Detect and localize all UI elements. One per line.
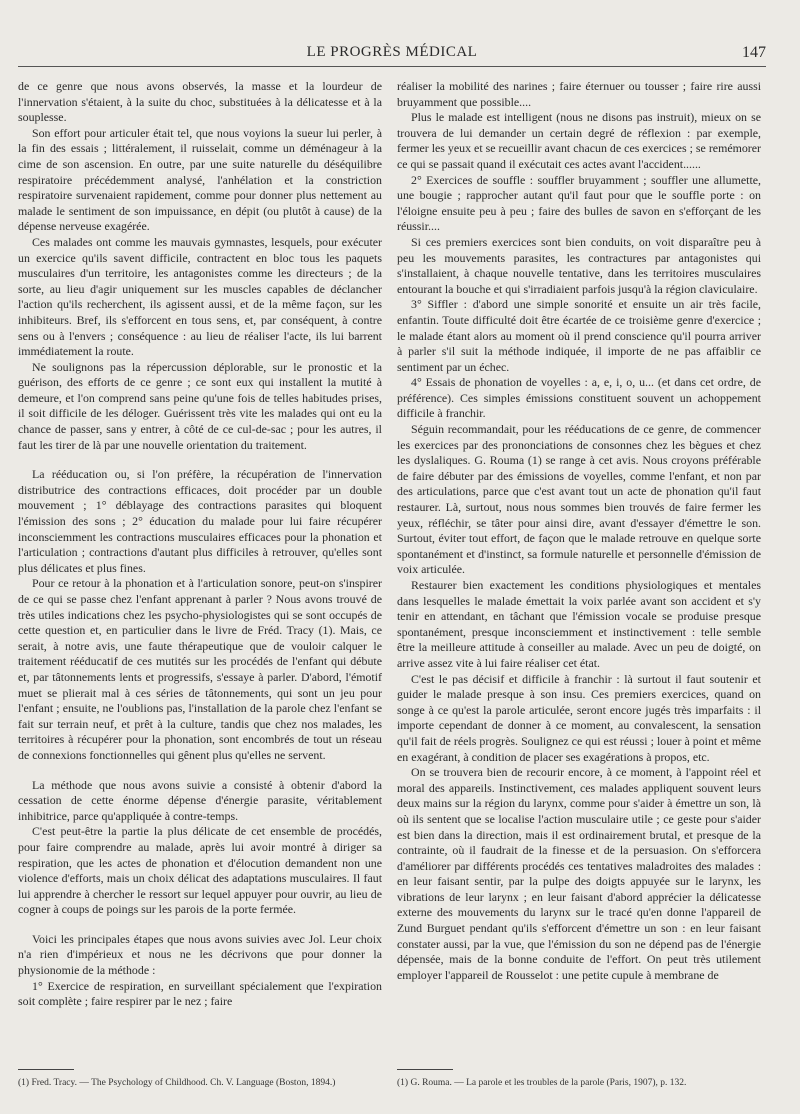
left-column xyxy=(18,79,382,1010)
journal-title: LE PROGRÈS MÉDICAL xyxy=(306,44,478,60)
page-header xyxy=(18,44,766,64)
paragraph: Si ces premiers exercices sont bien conduits, on voit disparaître peu à peu les mouvements parasites, les contractures par antagonistes qui s'installaient, à chaque nouvelle tentative, dans les territoires musculaires entourant la bouche et qui s'irradiaient parfois jusqu'à la région claviculaire. xyxy=(397,234,761,296)
paragraph: Son effort pour articuler était tel, que nous voyions la sueur lui perler, à la fin des essais ; littéralement, il ruisselait, comme un déménageur à la cime de son ascension. En outre, par une suite naturelle du déséquilibre respiratoire précédemment analysé, l'anhélation et la constriction respiratoire survenaient rapidement, comme pour donner plus nettement au malade le sentiment de son impuissance, en dépit (ou plutôt à cause) de la dépense nerveuse exagérée. xyxy=(18,125,382,234)
footnote-right: (1) G. Rouma. — La parole et les troubles de la parole (Paris, 1907), p. 132. xyxy=(397,1078,687,1088)
paragraph: réaliser la mobilité des narines ; faire éternuer ou tousser ; faire rire aussi bruyamment que possible.... xyxy=(397,79,761,109)
paragraph: 4° Essais de phonation de voyelles : a, e, i, o, u... (et dans cet ordre, de préférence). Ces simples émissions constituent souvent un achoppement difficile à franchir. xyxy=(397,375,761,421)
paragraph: On se trouvera bien de recourir encore, à ce moment, à l'appoint réel et moral des appareils. Instinctivement, ces malades appliquent souvent leurs deux mains sur la région du larynx, comme pour s'aider à émettre un son, là où ils sentent que se localise l'action musculaire utile ; ce geste pour s'aider est bien dans la direction, mais il est ordinairement brutal, et presque de la contrainte, où il faudrait de la finesse et de la persuasion. On s'efforcera d'améliorer par différents procédés ces tentatives maladroites des malades : en leur faisant sentir, par la pulpe des doigts appuyée sur le larynx, les vibrations de leur larynx ; en leur faisant d'abord apprécier la délicatesse externe des mouvements du larynx sur le tracé qu'en donne l'appareil de Zund Burguet pendant qu'ils s'efforcent d'émettre un son : en leur faisant constater aussi, par la vue, que l'émission du son ne dépend pas de l'énergie dépensée, mais de la bonne conduite de l'effort. On peut très utilement employer l'appareil de Rousselot : une petite cupule à membrane de xyxy=(397,765,761,982)
right-column xyxy=(397,79,761,983)
footnote-left: (1) Fred. Tracy. — The Psychology of Childhood. Ch. V. Language (Boston, 1894.) xyxy=(18,1078,336,1088)
paragraph: La méthode que nous avons suivie a consisté à obtenir d'abord la cessation de cette énorme dépense d'énergie parasite, véritablement inhibitrice, parce qu'appliquée à contre-temps. xyxy=(18,777,382,823)
paragraph: Plus le malade est intelligent (nous ne disons pas instruit), mieux on se trouvera de lui demander un certain degré de réflexion : par exemple, fermer les yeux et se recueillir avant chacun de ces exercices ; se remémorer ce qui se passait quand il exécutait ces actes avant l'accident...... xyxy=(397,110,761,171)
page-number: 147 xyxy=(742,44,766,61)
paragraph: C'est le pas décisif et difficile à franchir : là surtout il faut soutenir et guider le malade presque à son insu. Ces premiers exercices, quand on songe à ce qu'est la parole articulée, seront encore jugés très imparfaits : il importe cependant de donner à ce moment, au convalescent, la sensation qu'il fait de réels progrès. Soulignez ce qui est réussi ; louer à point et même en exagérant, à condition de placer ses exagérations à propos, etc. xyxy=(397,671,761,764)
paragraph: 3° Siffler : d'abord une simple sonorité et ensuite un air très facile, enfantin. Toute difficulté doit être écartée de ce troisième genre d'exercice ; le malade étant alors au moment où il prend conscience qu'il pourra arriver à parler s'il suit la méthode indiquée, il importe de ne pas affaiblir ce sentiment par un échec. xyxy=(397,297,761,374)
paragraph: Restaurer bien exactement les conditions physiologiques et mentales dans lesquelles le malade émettait la voix parlée avant son accident et s'y tenir en attendant, en tâchant que l'émission vocale se produise presque spontanément, presque inconsciemment et instinctivement : telle semble être la meilleure attitude à conseiller au malade. Avec un peu de doigté, on arrive assez vite à lui faire réaliser cet état. xyxy=(397,578,761,670)
paragraph: 1° Exercice de respiration, en surveillant spécialement que l'expiration soit complète ; faire respirer par le nez ; faire xyxy=(18,978,382,1009)
paragraph: de ce genre que nous avons observés, la masse et la lourdeur de l'innervation s'étaient, à la suite du choc, substituées à la délicatesse et à la souplesse. xyxy=(18,79,382,125)
paragraph: Pour ce retour à la phonation et à l'articulation sonore, peut-on s'inspirer de ce qui se passe chez l'enfant apprenant à parler ? Nous avons trouvé de très utiles indications chez les psycho-physiologistes qui se sont occupés de cette question et, en particulier dans le livre de Fréd. Tracy (1). Mais, ce serait, à notre avis, une faute thérapeutique que de vouloir calquer le traitement rééducatif de ces mutités sur les procédés de l'enfant qui débute et, par tâtonnements lents et progressifs, s'essaye à parler. D'abord, l'émotif muet se plierait mal à ces séries de tâtonnements, qui sont un jeu pour l'enfant ; ensuite, ne l'oublions pas, l'installation de la parole chez l'enfant se fait sur terrain neuf, et prêt à la culture, tandis que chez nos malades, les territoires à récupérer pour la phonation, sont encombrés de tout un réseau de connexions fonctionnelles qui gênent plus qu'elles ne servent. xyxy=(18,576,382,762)
paragraph: Ne soulignons pas la répercussion déplorable, sur le pronostic et la guérison, des efforts de ce genre ; ce sont eux qui installent la mutité à demeure, et l'on comprend sans peine qu'une fois de telles habitudes prises, il soit difficile de les déloger. Guérissent très vite les malades qui ont eu la chance de passer, sans y entrer, à côté de ce cul-de-sac ; pour les autres, il faut les tirer de là par une nouvelle orientation du traitement. xyxy=(18,359,382,452)
paragraph: C'est peut-être la partie la plus délicate de cet ensemble de procédés, pour faire comprendre au malade, après lui avoir montré à diriger sa respiration, que les actes de phonation et d'élocution demandent non une violence d'efforts, mais un choix délicat des adaptations musculaires. Il faut lui apprendre à chercher le ressort sur lequel appuyer pour ouvrir, au lieu de cogner à coups de poings sur les parois de la porte fermée. xyxy=(18,824,382,917)
paragraph: La rééducation ou, si l'on préfère, la récupération de l'innervation distributrice des contractions efficaces, doit procéder par un double mouvement ; 1° déblayage des contractions parasites qui bloquent l'émission des sons ; 2° éducation du malade pour lui faire récupérer inconsciemment les contractions musculaires efficaces pour la phonation et l'articulation ; contractions d'autant plus difficiles à retrouver, qu'elles sont plus délicates et plus fines. xyxy=(18,467,382,575)
paragraph: 2° Exercices de souffle : souffler bruyamment ; souffler une allumette, une bougie ; rapprocher autant qu'il faut pour que le souffle porte : on l'éloigne ensuite peu à peu ; faire des bulles de savon en s'efforçant de les réussir.... xyxy=(397,172,761,234)
footnote-rule xyxy=(18,1069,74,1070)
paragraph: Séguin recommandait, pour les rééducations de ce genre, de commencer les exercices par des prononciations de consonnes chez les bègues et chez les dyslaliques. G. Rouma (1) se range à cet avis. Nous croyons préférable de faire débuter par des émissions de voyelles, comme l'enfant, et non par des articulations, parce que c'est avant tout un acte de phonation qu'il faut restaurer. Là, surtout, nous nous sommes bien trouvés de faire fermer les yeux, réfléchir, se tâter pour ainsi dire, avant d'essayer d'émettre le son. Surtout, éviter tout effort, de façon que le malade retrouve en quelque sorte spontanément et d'instinct, sa formule naturelle et personnelle d'émission de voix articulée. xyxy=(397,422,761,577)
footnote-rule xyxy=(397,1069,453,1070)
paragraph: Voici les principales étapes que nous avons suivies avec Jol. Leur choix n'a rien d'impérieux et nous ne les décrivons que pour donner la physionomie de la méthode : xyxy=(18,931,382,978)
paragraph: Ces malades ont comme les mauvais gymnastes, lesquels, pour exécuter un exercice qu'ils savent difficile, contractent en bloc tous les paquets musculaires d'un territoire, les antagonistes comme les directeurs ; de la sorte, au lieu d'agir uniquement sur les muscles capables de déclancher l'action qu'ils recherchent, ils agissent aussi, et de la même façon, sur les inhibiteurs. Bref, ils s'efforcent en tous sens, et, par conséquent, à contre sens ou à l'envers ; conséquence : au lieu de réaliser l'acte, ils lui barrent immédiatement la route. xyxy=(18,234,382,359)
header-rule xyxy=(18,66,766,67)
